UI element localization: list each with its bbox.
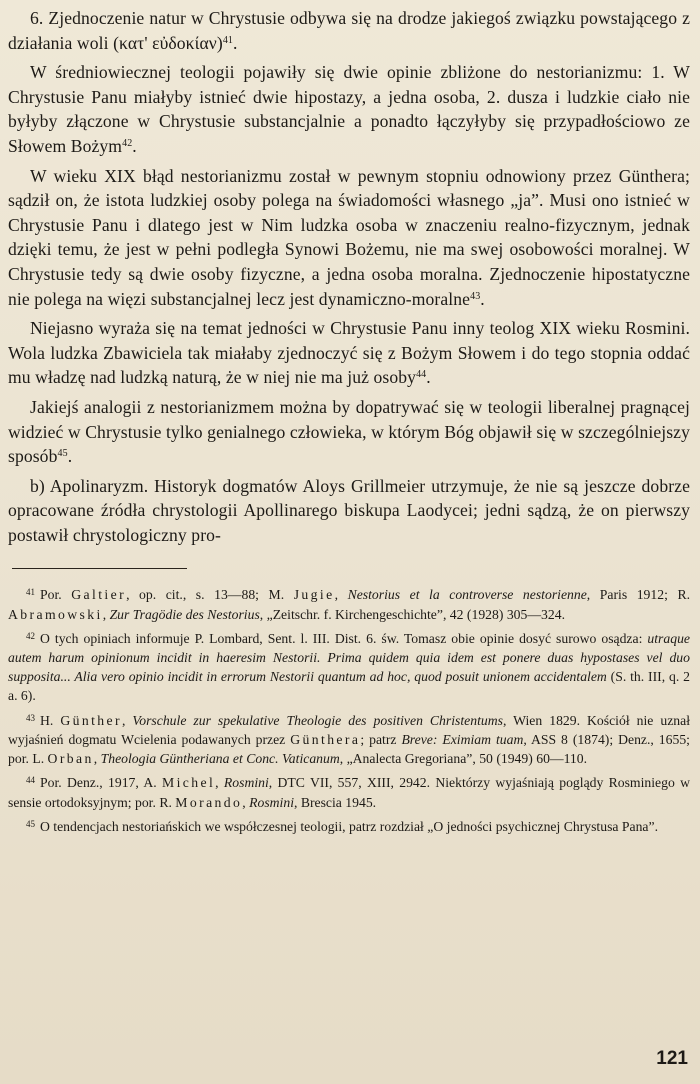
work-title: Rosmini — [249, 794, 294, 810]
footnote-number: 41 — [26, 587, 35, 598]
footnote-41: $^{41}$ Por. Galtier, op. cit., s. 13—88; M. Jugie, Nestorius et la controverse nestorienne, Paris 1912; R. Abramowski, Zur Tragödie des Nestorius, „Zeitschr. f. Kirchengeschichte”, 42 (1928) 305—324. — [8, 587, 691, 622]
footnote-42: $^{42}$ O tych opiniach informuje P. Lombard, Sent. l. III. Dist. 6. św. Tomasz obie opinie dosyć surowo osądza: utraque autem harum opinionum incidit in haeresim Nestorii. Prima quidem quia idem est ponere duas hypostases vel duo supposita... Alia vero opinio incidit in errorum Nestorii quantum ad hoc, quod posuit unionem accidentalem (S. th. III, q. 2 a. 6). — [8, 630, 690, 704]
footnote-ref-43[interactable]: 43 — [470, 290, 481, 302]
main-text — [8, 6, 690, 547]
footnote-number: 44 — [26, 775, 35, 786]
footnotes — [8, 585, 690, 835]
paragraph-liberal-theology: Jakiejś analogii z nestorianizmem można by dopatrywać się w teologii liberalnej pragnącej widzieć w Chrystusie tylko genialnego człowieka, w którym Bóg objawił się w szczególniejszy sposób$^{45}$. — [8, 396, 690, 467]
paragraph-apollinarism: b) Apolinaryzm. Historyk dogmatów Aloys Grillmeier utrzymuje, że nie są jeszcze dobrze opracowane źródła chrystologii Apollinarego biskupa Laodycei; jedni sądzą, że on pierwszy postawił chrystologiczny pro- — [8, 475, 690, 545]
footnote-ref-42[interactable]: 42 — [122, 137, 133, 149]
work-title: Vorschule zur spekulative Theologie des positiven Christentums — [132, 712, 503, 728]
paragraph-rosmini: Niejasno wyraża się na temat jedności w Chrystusie Panu inny teolog XIX wieku Rosmini. Wola ludzka Zbawiciela tak miałaby zjednoczyć się z Bożym Słowem i do tego stopnia oddać mu władzę nad ludzką naturą, że w niej nie ma już osoby$^{44}$. — [8, 318, 690, 388]
footnote-43: $^{43}$ H. Günther, Vorschule zur spekulative Theologie des positiven Christentums, Wien 1829. Kościół nie uznał wyjaśnień dogmatu Wcielenia podawanych przez Günthera; patrz Breve: Eximiam tuam, ASS 8 (1874); Denz., 1655; por. L. Orban, Theologia Güntheriana et Conc. Vaticanum, „Analecta Gregoriana”, 50 (1949) 60—110. — [8, 712, 691, 767]
work-title: Theologia Güntheriana et Conc. Vaticanum — [100, 751, 340, 767]
footnote-ref-44[interactable]: 44 — [416, 369, 427, 381]
author-name: Orban — [47, 751, 94, 767]
footnote-ref-41[interactable]: 41 — [222, 34, 234, 46]
author-name: Günthera — [290, 731, 361, 747]
author-name: Michel — [162, 775, 216, 791]
footnote-number: 45 — [26, 818, 35, 829]
paragraph-medieval-opinions: W średniowiecznej teologii pojawiły się dwie opinie zbliżone do nestorianizmu: 1. W Chrystusie Panu miałyby istnieć dwie hipostazy, a jedna osoba, 2. dusza i ludzkie ciało nie byłyby złączone w Chrystusie substancjalnie a ponadto łączyłyby się przypadłościowo ze Słowem Bożym$^{42}$. — [8, 62, 690, 156]
author-name: Günther — [60, 712, 122, 728]
paragraph-6-union-of-natures: 6. Zjednoczenie natur w Chrystusie odbywa się na drodze jakiegoś związku powstającego z działania woli (κατ' εὐδοκίαν)$^{41}$. — [8, 8, 690, 53]
page-number: 121 — [656, 1048, 688, 1069]
footnote-45: $^{45}$ O tendencjach nestoriańskich we współczesnej teologii, patrz rozdział „O jedności psychicznej Chrystusa Pana”. — [26, 818, 659, 834]
work-title: Rosmini — [223, 775, 269, 791]
author-name: Galtier — [71, 587, 127, 603]
work-title: Breve: Eximiam tuam — [401, 731, 524, 747]
footnote-44: $^{44}$ Por. Denz., 1917, A. Michel, Rosmini, DTC VII, 557, XIII, 2942. Niektórzy wyjaśniają poglądy Rosminiego w sensie ortodoksyjnym; por. R. Morando, Rosmini, Brescia 1945. — [8, 775, 690, 810]
greek-phrase: κατ' εὐδοκίαν — [119, 32, 217, 53]
paragraph-gunther: W wieku XIX błąd nestorianizmu został w pewnym stopniu odnowiony przez Günthera; sądził on, że istota ludzkiej osoby polega na świadomości własnego „ja”. Musi ono istnieć w Chrystusie Panu i dlatego jest w Nim ludzka osoba w znaczeniu realno-fizycznym, jednak dzięki temu, że jest w pełni podległa Synowi Bożemu, nie ma swej osobowości moralnej. W Chrystusie tedy są dwie osoby fizyczne, a jedna osoba moralna. Zjednoczenie hipostatyczne nie polega na więzi substancjalnej lecz jest dynamiczno-moralne$^{43}$. — [8, 165, 690, 309]
author-name: Morando — [175, 794, 243, 810]
work-title: Zur Tragödie des Nestorius — [109, 606, 260, 622]
work-title: Nestorius et la controverse nestorienne — [347, 587, 587, 603]
footnote-number: 43 — [26, 712, 35, 723]
latin-quote: utraque autem harum opinionum incidit in haeresim Nestorii. Prima quidem quia idem est ponere duas hypostases vel duo supposita... Alia vero opinio incidit in errorum Nestorii quantum ad hoc, quod posuit unionem accidentalem — [8, 630, 690, 685]
footnote-ref-45[interactable]: 45 — [57, 448, 68, 460]
footnote-separator — [12, 568, 187, 569]
author-name: Abramowski — [8, 606, 103, 622]
footnote-number: 42 — [26, 630, 35, 641]
author-name: Jugie — [293, 587, 335, 603]
